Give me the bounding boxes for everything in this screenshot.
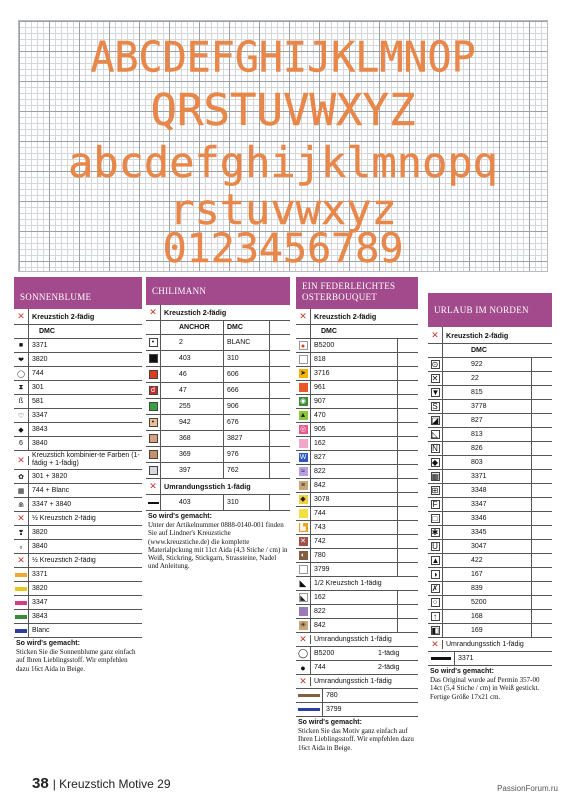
watermark: PassionForum.ru — [497, 784, 558, 793]
legend-row: ● 744 2-fädig — [296, 661, 418, 675]
color-swatch-icon: • — [146, 415, 161, 430]
legend-note: So wird's gemacht: Sticken Sie das Motiv ganz einfach auf Ihren Lieblingsstoff. Wir empfehlen dazu 16ct Aida in Beige. — [298, 719, 414, 752]
color-swatch-icon — [296, 507, 311, 520]
legend-urlaub-im-norden — [428, 293, 552, 701]
legend-outline-header: ✕ Umrandungsstich 1-fädig — [296, 633, 418, 647]
legend-header-row: ✕ Kreuzstich 2-fädig — [296, 309, 418, 325]
b-sym-icon: ß — [14, 395, 29, 408]
legend-row: ✱ 3345 — [428, 526, 552, 540]
legend-note: So wird's gemacht: Unter der Artikelnummer 0888-0140-001 finden Sie auf Lindner's Kreuzstiche (www.kreuzstiche.de) die komplette Materialpckung mit 11ct Aida (4,3 Stiche / cm) in Weiß, Stickring, Stickgarn, Strassteine, Nadel und Anleitung. — [148, 513, 288, 571]
symbol-icon: ✱ — [428, 526, 443, 539]
half-stitch-icon: ✕ — [14, 512, 29, 525]
legend-row: ✿ 301 + 3820 — [14, 470, 142, 484]
legend-column-header: ANCHOR DMC — [146, 321, 290, 335]
alphabet-lowercase-row-2: rstuvwxyz — [169, 185, 397, 234]
color-swatch-icon: d — [146, 383, 161, 398]
legend-row: ◎ 905 — [296, 423, 418, 437]
color-swatch-icon — [146, 447, 161, 462]
color-swatch-icon: ◐ — [296, 549, 311, 562]
black-line-icon — [146, 495, 161, 510]
symbol-icon: □ — [428, 512, 443, 525]
legend-row: □ 3346 — [428, 512, 552, 526]
color-swatch-icon — [296, 437, 311, 450]
circle-icon: ◯ — [14, 367, 29, 380]
color-swatch-icon — [296, 353, 311, 366]
color-swatch-icon: ▙ — [296, 521, 311, 534]
legend-row: ◆ 3078 — [296, 493, 418, 507]
black-line-icon — [428, 652, 455, 665]
symbol-icon: ◺ — [428, 428, 443, 441]
legend-row: ↑ 168 — [428, 610, 552, 624]
heart-outline-icon: ♡ — [14, 409, 29, 422]
square-icon: ■ — [14, 339, 29, 352]
legend-row: U 3047 — [428, 540, 552, 554]
legend-row: ◆ 3843 — [14, 423, 142, 437]
numbers-row: 0123456789 — [162, 226, 404, 272]
legend-row: • 2 BLANC — [146, 335, 290, 351]
legend-row: ₒ 3840 — [14, 540, 142, 554]
legend-row: ♡ 3347 — [14, 409, 142, 423]
legend-row: N 826 — [428, 442, 552, 456]
legend-title: URLAUB IM NORDEN — [428, 293, 552, 327]
legend-half-stitch-header: ◣ 1/2 Kreuzstich 1-fädig — [296, 577, 418, 591]
outline-stitch-icon: ✕ — [146, 479, 161, 494]
legend-sonnenblume — [14, 277, 142, 673]
legend-row: 3347 — [14, 596, 142, 610]
color-line-icon — [296, 703, 323, 716]
symbol-icon: ✕ — [428, 372, 443, 385]
legend-row: 6 3840 — [14, 437, 142, 451]
diamond-icon: ◆ — [14, 423, 29, 436]
legend-header-row: ✕ Kreuzstich 2-fädig — [14, 309, 142, 325]
legend-outline-header-2: ✕ Umrandungsstich 1-fädig — [296, 675, 418, 689]
legend-row: 744 — [296, 507, 418, 521]
color-swatch-icon — [296, 381, 311, 394]
alphabet-uppercase-row-1: ABCDEFGHIJKLMNOP — [90, 33, 476, 83]
legend-row: ◪ 827 — [428, 414, 552, 428]
symbol-icon: ⊞ — [428, 484, 443, 497]
cross-stitch-icon: ✕ — [14, 309, 29, 324]
symbol-icon: N — [428, 442, 443, 455]
legend-row: 3799 — [296, 703, 418, 717]
grid-icon: ▦ — [14, 484, 29, 497]
legend-combo-header: ✕ Kreuzstich kombinier-te Farben (1-fädig + 1-fädig) — [14, 451, 142, 470]
six-small-icon: ₒ — [14, 540, 29, 553]
legend-title: EIN FEDERLEICHTES OSTERBOUQUET — [296, 277, 418, 309]
color-stripe-icon — [14, 596, 29, 609]
legend-row: ◉ 907 — [296, 395, 418, 409]
symbol-icon: F — [428, 498, 443, 511]
legend-row: 255 906 — [146, 399, 290, 415]
legend-osterbouquet — [296, 277, 418, 752]
legend-row: 403 310 — [146, 351, 290, 367]
legend-title: CHILIMANN — [146, 277, 290, 305]
symbol-icon: ◑ — [428, 568, 443, 581]
legend-row: 3820 — [14, 582, 142, 596]
two-hearts-icon: ❣ — [14, 526, 29, 539]
legend-row: ◯ 744 — [14, 367, 142, 381]
legend-row: ⧗ 301 — [14, 381, 142, 395]
cross-stitch-icon: ✕ — [296, 309, 311, 324]
color-swatch-icon: ➤ — [296, 367, 311, 380]
legend-row: ✕ 22 — [428, 372, 552, 386]
symbol-icon: ▼ — [428, 386, 443, 399]
cross-stitch-icon: ✕ — [146, 305, 161, 320]
color-swatch-icon — [296, 563, 311, 576]
legend-row: ≡ 842 — [296, 479, 418, 493]
color-swatch-icon: ≈ — [296, 465, 311, 478]
alphabet-lowercase-row-1: abcdefghijklmnopq — [68, 138, 498, 187]
symbol-icon: ⁘ — [428, 596, 443, 609]
legend-header-row: ✕ Kreuzstich 2-fädig — [146, 305, 290, 321]
alphabet-uppercase-row-2: QRSTUVWXYZ — [150, 85, 416, 136]
legend-row: ▲ 470 — [296, 409, 418, 423]
symbol-icon: ▲ — [428, 554, 443, 567]
legend-dmc-header: DMC — [296, 325, 418, 339]
legend-row: W 827 — [296, 451, 418, 465]
color-swatch-icon: ◎ — [296, 423, 311, 436]
legend-note: So wird's gemacht: Das Original wurde auf Permin 357-00 14ct (5,4 Stiche / cm) in Weiß gestickt. Fertige Größe 17x21 cm. — [430, 668, 540, 701]
legend-row: 162 — [296, 437, 418, 451]
legend-row: ▦ 3371 — [428, 470, 552, 484]
legend-row: ⊙ 922 — [428, 358, 552, 372]
dot-icon: ● — [296, 661, 311, 674]
arch-icon: ⋒ — [14, 498, 29, 511]
outline-stitch-icon: ✕ — [428, 640, 443, 649]
color-swatch-icon: ≡ — [296, 479, 311, 492]
legend-row: 780 — [296, 689, 418, 703]
page-number: 38 — [32, 775, 49, 792]
legend-row: ❣ 3820 — [14, 526, 142, 540]
color-stripe-icon — [14, 582, 29, 595]
flower-icon: ✿ — [14, 470, 29, 483]
circle-icon: ◯ — [296, 647, 311, 660]
hourglass-icon: ⧗ — [14, 381, 29, 394]
legend-row: 397 762 — [146, 463, 290, 479]
legend-row: ▦ 744 + Blanc — [14, 484, 142, 498]
half-stitch-icon: ◣ — [296, 577, 311, 590]
alphabet-chart — [18, 20, 548, 272]
legend-row: ◺ 813 — [428, 428, 552, 442]
legend-row: d 47 666 — [146, 383, 290, 399]
legend-row: 961 — [296, 381, 418, 395]
color-swatch-icon: • — [146, 335, 161, 350]
symbol-icon: ⊙ — [428, 358, 443, 371]
color-stripe-icon — [14, 568, 29, 581]
legend-row: 822 — [296, 605, 418, 619]
legend-row: 46 606 — [146, 367, 290, 383]
color-swatch-icon: ◉ — [296, 395, 311, 408]
heart-icon: ❤ — [14, 353, 29, 366]
legend-note: So wird's gemacht: Sticken Sie die Sonnenblume ganz einfach auf Ihren Lieblingsstoff. Wir empfehlen dazu 16ct Aida in Beige. — [16, 640, 136, 673]
legend-row: ⁘ 5200 — [428, 596, 552, 610]
legend-row: S 3778 — [428, 400, 552, 414]
legend-row: ◑ 167 — [428, 568, 552, 582]
legend-row: ▲ 422 — [428, 554, 552, 568]
symbol-icon: ✗ — [428, 582, 443, 595]
color-swatch-icon: ● — [296, 339, 311, 352]
symbol-icon: ▦ — [428, 470, 443, 483]
legend-row: ✗ 839 — [428, 582, 552, 596]
legend-row: ◣ 162 — [296, 591, 418, 605]
color-swatch-icon: ✳ — [296, 619, 311, 632]
legend-row: ◧ 169 — [428, 624, 552, 638]
legend-row: ⊞ 3348 — [428, 484, 552, 498]
symbol-icon: ↑ — [428, 610, 443, 623]
legend-row: 403 310 — [146, 495, 290, 511]
legend-row: ● B5200 — [296, 339, 418, 353]
legend-row: ◐ 780 — [296, 549, 418, 563]
cross-stitch-icon: ✕ — [14, 456, 29, 465]
legend-outline-header: ✕ Umrandungsstich 1-fädig — [146, 479, 290, 495]
legend-row: ▼ 815 — [428, 386, 552, 400]
color-swatch-icon — [146, 463, 161, 478]
legend-title: SONNENBLUME — [14, 277, 142, 309]
six-icon: 6 — [14, 437, 29, 450]
symbol-icon: U — [428, 540, 443, 553]
color-swatch-icon — [146, 399, 161, 414]
legend-row: ⋒ 3347 + 3840 — [14, 498, 142, 512]
legend-row: 3843 — [14, 610, 142, 624]
color-swatch-icon: ◆ — [296, 493, 311, 506]
outline-stitch-icon: ✕ — [296, 635, 311, 644]
legend-outline-header: ✕ Umrandungsstich 1-fädig — [428, 638, 552, 652]
legend-row: ▙ 743 — [296, 521, 418, 535]
legend-row: ❤ 3820 — [14, 353, 142, 367]
legend-row: 3799 — [296, 563, 418, 577]
color-stripe-icon — [14, 624, 29, 637]
symbol-icon: ◪ — [428, 414, 443, 427]
legend-row: ◆ 803 — [428, 456, 552, 470]
color-swatch-icon: ◣ — [296, 591, 311, 604]
color-swatch-icon — [296, 605, 311, 618]
legend-dmc-header: DMC — [428, 344, 552, 358]
symbol-icon: ◧ — [428, 624, 443, 637]
legend-half-stitch-header: ✕ ½ Kreuzstich 2-fädig — [14, 512, 142, 526]
legend-row: 368 3827 — [146, 431, 290, 447]
color-swatch-icon — [146, 431, 161, 446]
legend-row: 818 — [296, 353, 418, 367]
legend-row: 369 976 — [146, 447, 290, 463]
legend-row: ✳ 842 — [296, 619, 418, 633]
legend-row: 3371 — [428, 652, 552, 666]
legend-row: ■ 3371 — [14, 339, 142, 353]
legend-chilimann — [146, 277, 290, 570]
outline-stitch-icon: ✕ — [296, 677, 311, 686]
legend-row: ≈ 822 — [296, 465, 418, 479]
color-line-icon — [296, 689, 323, 702]
legend-half-stitch-header-2: ✕ ½ Kreuzstich 2-fädig — [14, 554, 142, 568]
color-swatch-icon: ✕ — [296, 535, 311, 548]
symbol-icon: ◆ — [428, 456, 443, 469]
legend-header-row: ✕ Kreuzstich 2-fädig — [428, 327, 552, 344]
symbol-icon: S — [428, 400, 443, 413]
legend-dmc-header: DMC — [14, 325, 142, 339]
page-footer: 38 | Kreuzstich Motive 29 — [32, 775, 171, 792]
half-stitch-icon: ✕ — [14, 554, 29, 567]
legend-row: Blanc — [14, 624, 142, 638]
color-swatch-icon: W — [296, 451, 311, 464]
magazine-title: Kreuzstich Motive 29 — [59, 777, 171, 791]
legend-row: ✕ 742 — [296, 535, 418, 549]
color-stripe-icon — [14, 610, 29, 623]
legend-row: ß 581 — [14, 395, 142, 409]
color-swatch-icon — [146, 351, 161, 366]
cross-stitch-icon: ✕ — [428, 327, 443, 343]
color-swatch-icon: ▲ — [296, 409, 311, 422]
color-swatch-icon — [146, 367, 161, 382]
legend-row: F 3347 — [428, 498, 552, 512]
legend-row: • 942 676 — [146, 415, 290, 431]
legend-row: ➤ 3716 — [296, 367, 418, 381]
legend-row: 3371 — [14, 568, 142, 582]
legend-row: ◯ B5200 1-fädig — [296, 647, 418, 661]
